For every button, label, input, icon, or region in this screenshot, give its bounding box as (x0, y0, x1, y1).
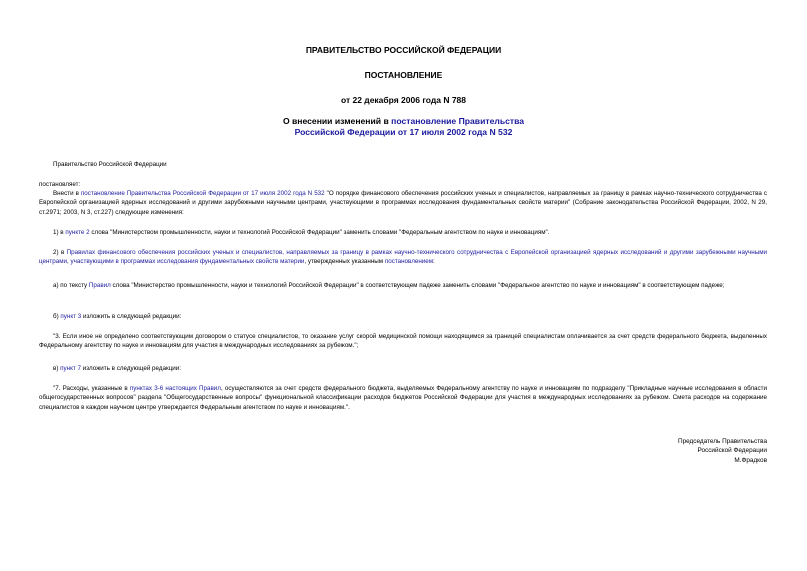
quote-point-3: "3. Если иное не определено соответствующим договором о статусе специалистов, то оказание услуг скорой медицинской помощи находящимся за границей специалистам оплачивается за счет средств федерального бюджета, выделенных Федеральному агентству по науке и инновациям для участия в международных исследованиях за рубежом."; (39, 333, 767, 350)
quote7-link[interactable]: пунктах 3-6 настоящих Правил (129, 385, 221, 392)
item-1 (39, 228, 767, 237)
item2-c: : (433, 258, 435, 266)
decree-line: постановляет: (39, 181, 81, 188)
document-title (0, 116, 807, 138)
p1-link[interactable]: постановление Правительства Российской Федерации от 17 июля 2002 года N 532 (80, 190, 325, 197)
itemB-link[interactable]: пункт 3 (60, 313, 82, 320)
item2-link2[interactable]: постановлением (384, 258, 434, 266)
itemV-a: в) (53, 365, 61, 372)
title-link-line1[interactable]: постановление Правительства (391, 116, 525, 126)
itemB-a: б) (53, 313, 61, 320)
itemV-b: изложить в следующей редакции: (80, 365, 182, 372)
signature-position: Председатель Правительства (678, 438, 767, 445)
itemV-link[interactable]: пункт 7 (60, 365, 81, 372)
signature-org: Российской Федерации (697, 447, 767, 455)
quote7-b: , осуществляются за счет средств федерального бюджета, выделяемых Федеральному агентству по науке и инновациям по подразделу "Прикладные научные исследования в области общегосударственных вопросов" раздела "Общегосударственные вопросы" функциональной классификации расходов бюджетов Российской Федерации для участия в международных исследованиях за рубежом. Смета расходов на содержание специалистов в каждом научном центре утверждается Федеральным агентством по науке и инновациям.". (39, 385, 767, 411)
title-prefix: О внесении изменений в (282, 116, 392, 126)
item-2 (39, 248, 767, 267)
government-line: Правительство Российской Федерации (53, 161, 167, 168)
p1-rest: "О порядке финансового обеспечения российских ученых и специалистов, направляемых за границу в рамках научно-технического сотрудничества с Европейской организацией ядерных исследований и другими зарубежными научными центрами, участвующими в программах исследования фундаментальных свойств материи" (Собрание законодательства Российской Федерации, 2002, N 29, ст.2971; 2003, N 3, ст.227) следующие изменения: (39, 190, 768, 216)
signature-name: М.Фрадков (734, 456, 767, 464)
paragraph-amend (39, 189, 767, 217)
item1-a: 1) в (53, 229, 66, 236)
item-b (39, 312, 767, 321)
itemA-b: слова "Министерство промышленности, науки и технологий Российской Федерации" в соответствующем падеже заменить словами "Федеральное агентство по науке и инновациям" в соответствующем падеже; (110, 282, 725, 289)
item1-b: слова "Министерством промышленности, науки и технологий Российской Федерации" заменить словами "Федеральным агентством по науке и инновациям". (89, 229, 550, 236)
item-v (39, 364, 767, 373)
itemB-b: изложить в следующей редакции: (81, 313, 182, 320)
title-link-line2[interactable]: Российской Федерации от 17 июля 2002 года N 532 (294, 127, 513, 137)
document-date-number: от 22 декабря 2006 года N 788 (340, 95, 467, 105)
signature-block (678, 437, 767, 465)
itemA-a: а) по тексту (53, 282, 89, 289)
item2-b: , утвержденных указанным (304, 258, 385, 266)
item-a (39, 281, 767, 290)
item2-a: 2) в (53, 249, 67, 256)
document-type: ПОСТАНОВЛЕНИЕ (364, 70, 443, 80)
government-header: ПРАВИТЕЛЬСТВО РОССИЙСКОЙ ФЕДЕРАЦИИ (305, 45, 502, 55)
item2-link[interactable]: Правилах финансового обеспечения российских ученых и специалистов, направляемых за границу в рамках научно-технического сотрудничества с Европейской организацией ядерных исследований и другими зарубежными научными центрами, участвующими в программах исследования фундаментальных свойств материи (39, 249, 767, 266)
quote7-a: "7. Расходы, указанные в (53, 385, 130, 392)
p1-lead: Внести в (53, 190, 81, 197)
itemA-link[interactable]: Правил (88, 282, 111, 289)
quote-point-7 (39, 384, 767, 412)
item1-link[interactable]: пункте 2 (65, 229, 90, 236)
